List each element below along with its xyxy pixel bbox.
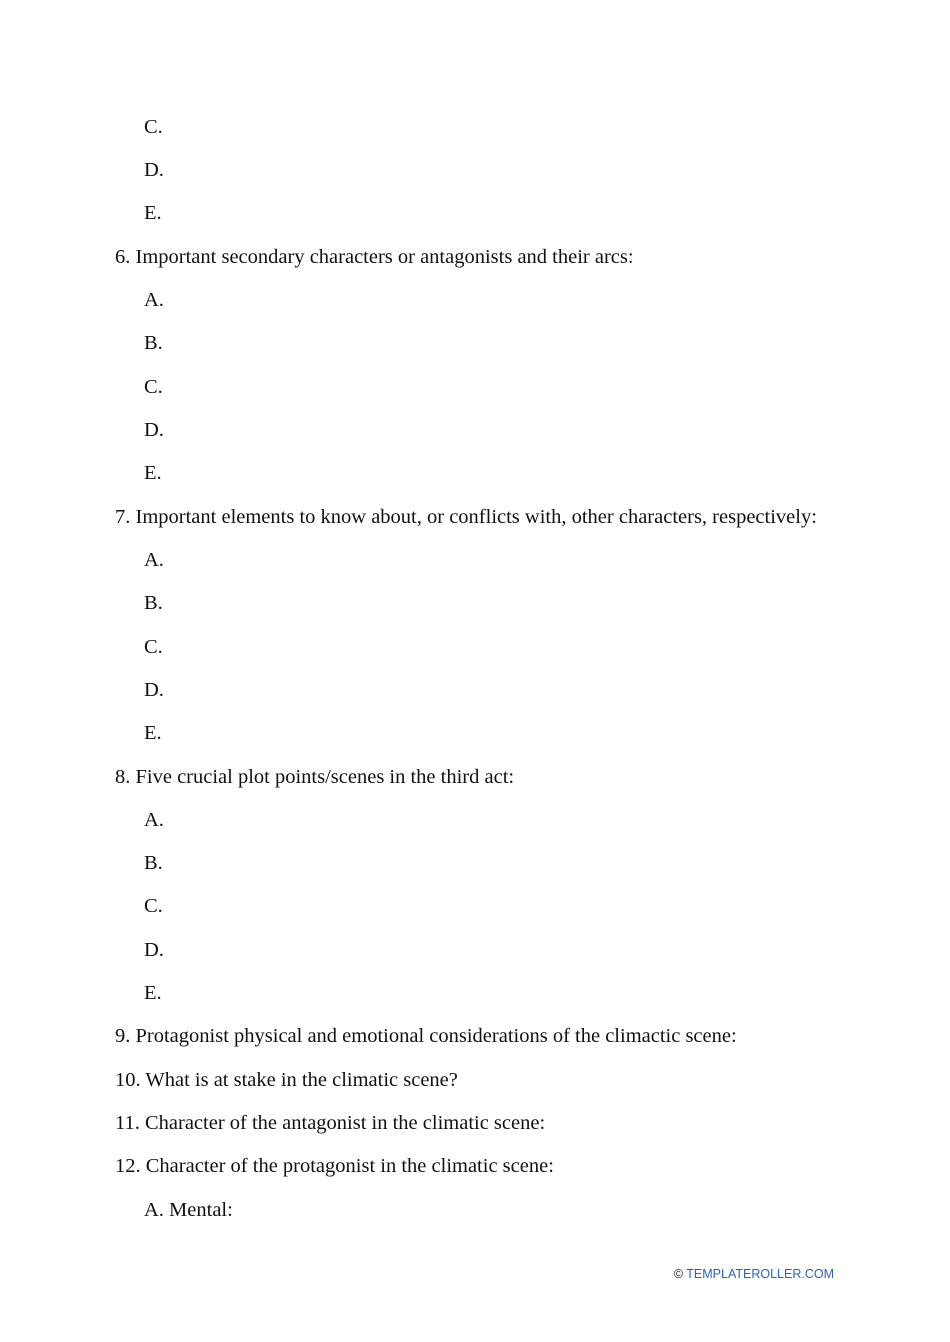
list-item: C.: [144, 636, 163, 658]
list-item: A.: [144, 289, 164, 311]
list-item: E.: [144, 982, 162, 1004]
question-11: 11. Character of the antagonist in the climatic scene:: [115, 1112, 546, 1134]
list-item: C.: [144, 376, 163, 398]
list-item: B.: [144, 332, 163, 354]
list-item: A.: [144, 809, 164, 831]
list-item: E.: [144, 202, 162, 224]
copyright-symbol: ©: [673, 1267, 684, 1281]
list-item: E.: [144, 722, 162, 744]
list-item: C.: [144, 895, 163, 917]
question-8: 8. Five crucial plot points/scenes in the third act:: [115, 766, 515, 788]
list-item: A. Mental:: [144, 1199, 233, 1221]
question-12: 12. Character of the protagonist in the climatic scene:: [115, 1155, 554, 1177]
templateroller-link[interactable]: TEMPLATEROLLER.COM: [686, 1267, 834, 1281]
question-9: 9. Protagonist physical and emotional considerations of the climactic scene:: [115, 1025, 737, 1047]
question-6: 6. Important secondary characters or antagonists and their arcs:: [115, 246, 634, 268]
list-item: D.: [144, 939, 164, 961]
list-item: B.: [144, 592, 163, 614]
question-10: 10. What is at stake in the climatic scene?: [115, 1069, 458, 1091]
list-item: E.: [144, 462, 162, 484]
list-item: B.: [144, 852, 163, 874]
list-item: C.: [144, 116, 163, 138]
list-item: D.: [144, 159, 164, 181]
question-7: 7. Important elements to know about, or conflicts with, other characters, respectively:: [115, 506, 817, 528]
list-item: D.: [144, 419, 164, 441]
list-item: A.: [144, 549, 164, 571]
list-item: D.: [144, 679, 164, 701]
footer-credit: [674, 1266, 834, 1282]
